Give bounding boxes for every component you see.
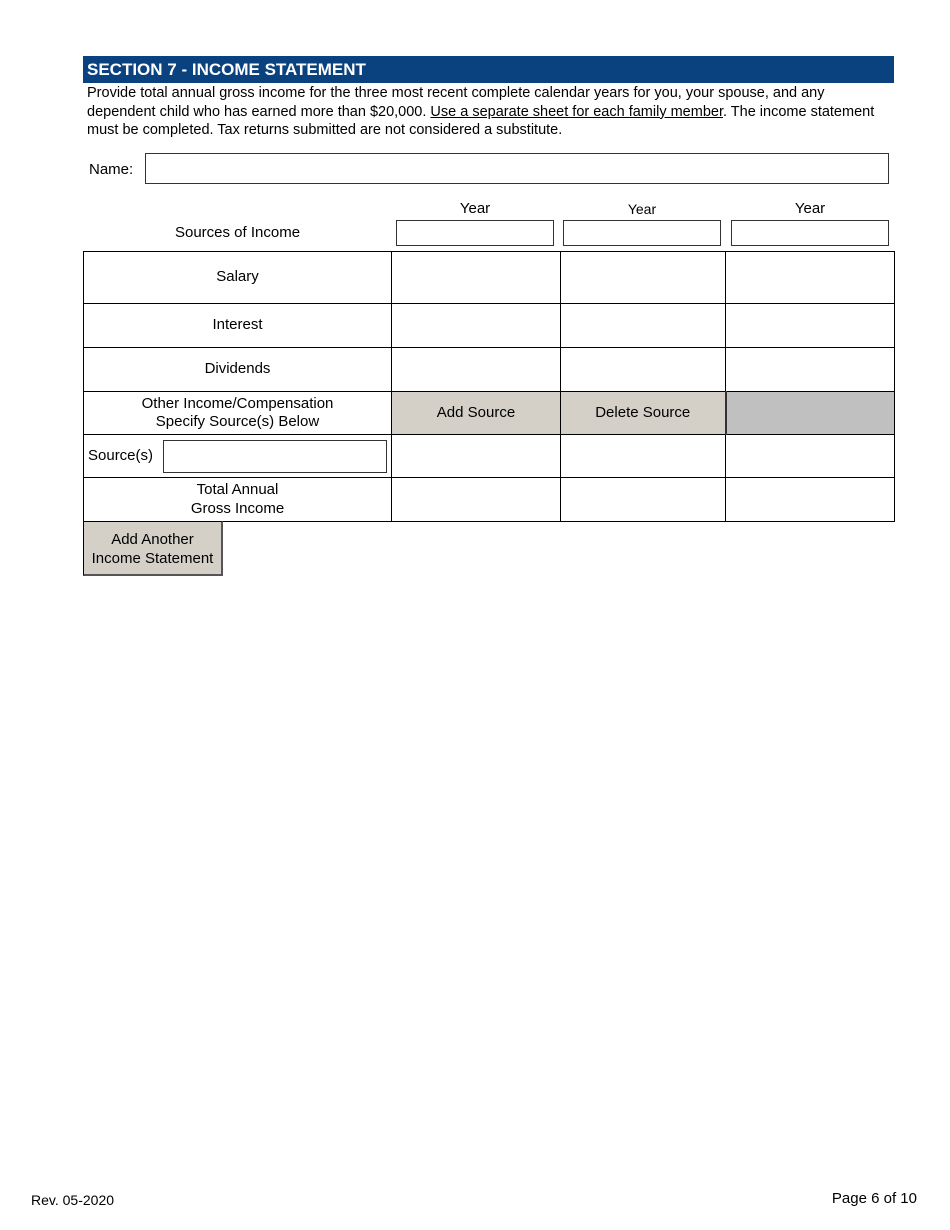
sources-year2-cell[interactable] xyxy=(561,435,726,478)
dividends-label: Dividends xyxy=(84,348,392,392)
year-label-2: Year xyxy=(627,201,657,217)
total-year1-cell[interactable] xyxy=(392,478,561,522)
salary-year3-cell[interactable] xyxy=(726,252,895,304)
dividends-year1-cell[interactable] xyxy=(392,348,561,392)
total-income-label xyxy=(84,478,392,522)
table-row-interest xyxy=(84,304,895,348)
other-income-label xyxy=(84,392,392,435)
salary-year2-cell[interactable] xyxy=(561,252,726,304)
add-source-button[interactable]: Add Source xyxy=(392,392,561,435)
income-table xyxy=(83,251,895,522)
dividends-year3-cell[interactable] xyxy=(726,348,895,392)
sources-label: Source(s) xyxy=(88,447,154,464)
sources-year1-cell[interactable] xyxy=(392,435,561,478)
year-input-1[interactable] xyxy=(396,220,554,246)
instructions-part1: Provide total annual gross income for the three most recent complete calendar years for you, your spouse, and any dependent child who has earned more than $20,000. xyxy=(87,85,825,120)
add-another-income-statement-button[interactable] xyxy=(83,521,223,576)
source-input[interactable] xyxy=(163,440,387,473)
other-income-line2: Specify Source(s) Below xyxy=(155,413,320,430)
table-row-other-income xyxy=(84,392,895,435)
sources-cell xyxy=(84,435,392,478)
year-input-3[interactable] xyxy=(731,220,889,246)
interest-year3-cell[interactable] xyxy=(726,304,895,348)
add-another-line2: Income Statement xyxy=(91,550,214,567)
total-year2-cell[interactable] xyxy=(561,478,726,522)
instructions-part2: . The income statement must be completed. Tax returns submitted are not considered a substitute. xyxy=(87,103,875,138)
sources-year3-cell[interactable] xyxy=(726,435,895,478)
year-input-2[interactable] xyxy=(563,220,721,246)
year-label-3: Year xyxy=(794,200,826,217)
name-input[interactable] xyxy=(145,153,889,184)
interest-year1-cell[interactable] xyxy=(392,304,561,348)
section-title: SECTION 7 - INCOME STATEMENT xyxy=(83,56,894,83)
table-row-sources xyxy=(84,435,895,478)
table-row-total xyxy=(84,478,895,522)
delete-source-button[interactable]: Delete Source xyxy=(561,392,726,435)
page-number: Page 6 of 10 xyxy=(831,1190,917,1207)
total-line2: Gross Income xyxy=(190,499,285,517)
instructions-underlined: Use a separate sheet for each family member xyxy=(430,103,723,120)
other-income-line1: Other Income/Compensation xyxy=(141,394,334,412)
interest-year2-cell[interactable] xyxy=(561,304,726,348)
table-row-dividends xyxy=(84,348,895,392)
instructions-text xyxy=(87,84,892,140)
dividends-year2-cell[interactable] xyxy=(561,348,726,392)
interest-label: Interest xyxy=(84,304,392,348)
add-another-line1: Add Another xyxy=(111,531,194,548)
total-line1: Total Annual xyxy=(196,481,279,498)
year-label-1: Year xyxy=(459,200,491,217)
salary-label: Salary xyxy=(84,252,392,304)
disabled-cell xyxy=(726,392,895,435)
sources-of-income-header: Sources of Income xyxy=(174,224,301,241)
revision-label: Rev. 05-2020 xyxy=(31,1192,115,1208)
name-label: Name: xyxy=(89,161,134,178)
total-year3-cell[interactable] xyxy=(726,478,895,522)
table-row-salary xyxy=(84,252,895,304)
salary-year1-cell[interactable] xyxy=(392,252,561,304)
